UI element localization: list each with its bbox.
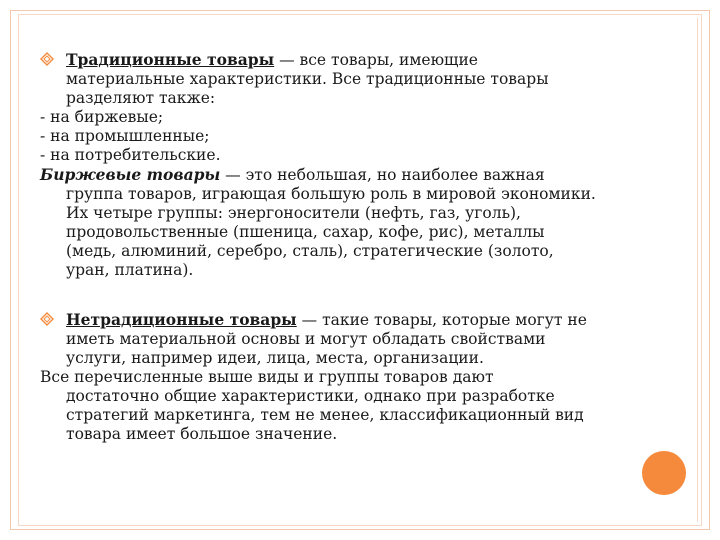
term-traditional-goods: Традиционные товары [66, 50, 275, 69]
traditional-text-3: разделяют также: [66, 89, 216, 107]
list-item-industrial: - на промышленные; [40, 127, 210, 145]
orange-circle-decoration [642, 451, 686, 495]
nontraditional-text-3: услуги, например идеи, лица, места, организации. [66, 349, 484, 367]
slide-frame-rule [697, 18, 698, 522]
exchange-text-2: группа товаров, играющая большую роль в мировой экономики. [66, 185, 596, 203]
list-item-consumer: - на потребительские. [40, 146, 221, 164]
exchange-text-6: уран, платина). [66, 261, 194, 279]
traditional-text-2: материальные характеристики. Все традиционные товары [66, 70, 549, 88]
summary-text-3: стратегий маркетинга, тем не менее, классификационный вид [66, 406, 584, 424]
bullet-nontraditional-goods [40, 310, 680, 368]
term-nontraditional-goods: Нетрадиционные товары [66, 310, 297, 329]
summary-text-2: достаточно общие характеристики, однако при разработке [66, 387, 555, 405]
summary-text-4: товара имеет большое значение. [66, 425, 338, 443]
exchange-text-1: — это небольшая, но наиболее важная [220, 166, 545, 184]
summary-text-1: Все перечисленные выше виды и группы товаров дают [40, 368, 494, 386]
slide-content [40, 50, 680, 444]
term-exchange-goods: Биржевые товары [40, 165, 221, 184]
bullet-traditional-goods [40, 50, 680, 108]
exchange-text-4: продовольственные (пшеница, сахар, кофе, рис), металлы [66, 223, 545, 241]
traditional-text-1: — все товары, имеющие [274, 51, 478, 69]
nontraditional-text-1: — такие товары, которые могут не [296, 311, 587, 329]
summary-paragraph [40, 368, 680, 444]
exchange-text-5: (медь, алюминий, серебро, сталь), стратегические (золото, [66, 242, 554, 260]
diamond-bullet-icon [40, 312, 54, 326]
diamond-bullet-icon [40, 52, 54, 66]
exchange-text-3: Их четыре группы: энергоносители (нефть, газ, уголь), [66, 204, 521, 222]
nontraditional-text-2: иметь материальной основы и могут обладать свойствами [66, 330, 546, 348]
exchange-goods-paragraph [40, 165, 680, 280]
list-item-exchange: - на биржевые; [40, 108, 164, 126]
